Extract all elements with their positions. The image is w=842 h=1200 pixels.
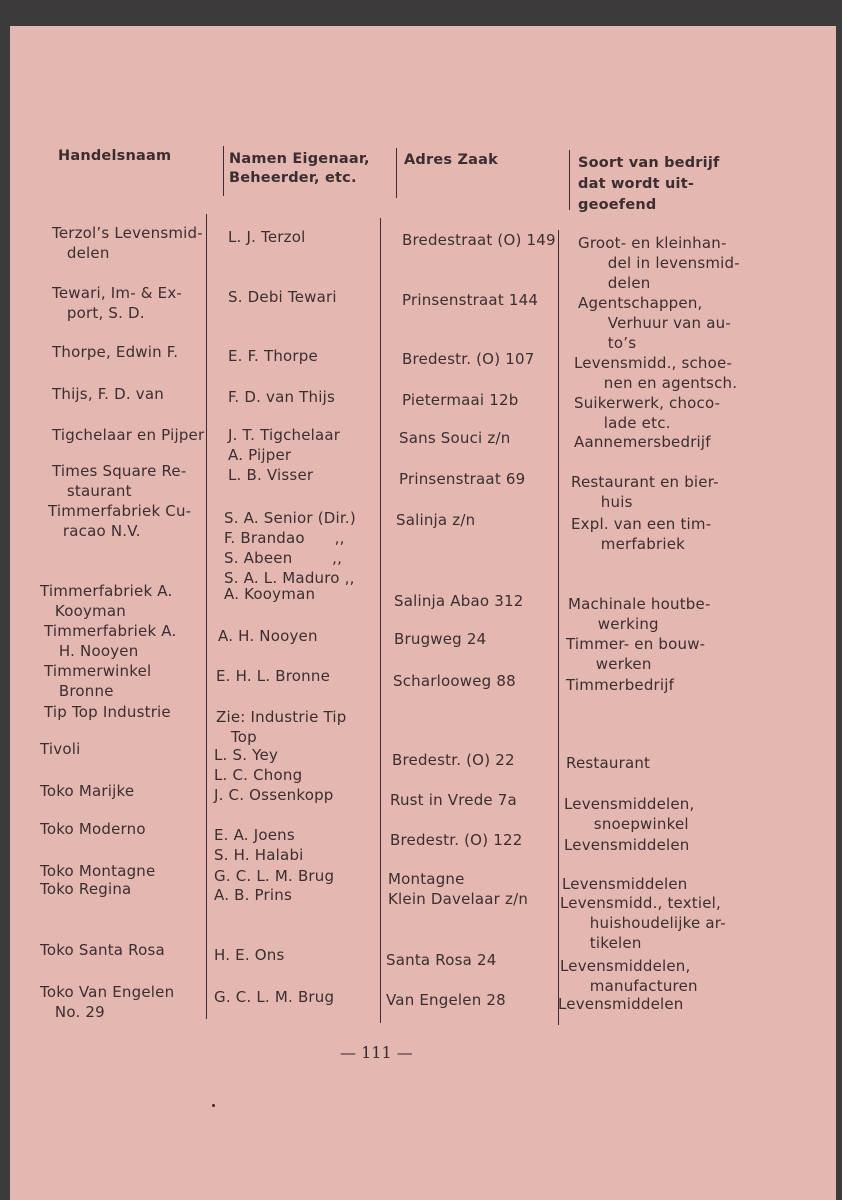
row-11-name: Tip Top Industrie — [44, 703, 171, 721]
row-8-owner: A. Kooyman — [224, 585, 316, 603]
row-6-name: Times Square Re- staurant — [52, 462, 187, 500]
row-7-type: Expl. van een tim- merfabriek — [571, 515, 712, 553]
row-13-name: Toko Marijke — [40, 782, 135, 800]
row-3-address: Bredestr. (O) 107 — [402, 350, 535, 368]
row-14-owner: E. A. Joens S. H. Halabi — [214, 826, 304, 864]
row-13-address: Rust in Vrede 7a — [390, 791, 517, 809]
row-9-name: Timmerfabriek A. H. Nooyen — [44, 622, 177, 660]
row-10-type: Timmerbedrijf — [566, 676, 675, 694]
row-5-type: Aannemersbedrijf — [574, 433, 711, 451]
row-9-address: Brugweg 24 — [394, 630, 487, 648]
row-12-name: Tivoli — [40, 740, 81, 758]
row-8-address: Salinja Abao 312 — [394, 592, 524, 610]
row-4-address: Pietermaai 12b — [402, 391, 519, 409]
row-3-type: Levensmidd., schoe- nen en agentsch. — [574, 354, 738, 392]
row-7-name: Timmerfabriek Cu- racao N.V. — [48, 502, 192, 540]
row-5-name: Tigchelaar en Pijper — [52, 426, 205, 444]
row-13-owner: J. C. Ossenkopp — [214, 786, 334, 804]
row-15-name: Toko Montagne — [40, 862, 156, 880]
row-1-type: Groot- en kleinhan- del in levensmid- delen — [578, 234, 740, 292]
row-9-type: Timmer- en bouw- werken — [566, 635, 706, 673]
column-rule-1 — [223, 146, 224, 196]
row-7-address: Salinja z/n — [396, 511, 476, 529]
row-15-address: Montagne — [388, 870, 465, 888]
row-3-name: Thorpe, Edwin F. — [52, 343, 179, 361]
row-16-address: Klein Davelaar z/n — [388, 890, 529, 908]
row-6-address: Prinsenstraat 69 — [399, 470, 526, 488]
row-10-name: Timmerwinkel Bronne — [44, 662, 152, 700]
row-8-name: Timmerfabriek A. Kooyman — [40, 582, 173, 620]
row-6-type: Restaurant en bier- huis — [571, 473, 719, 511]
row-17-type: Levensmiddelen, manufacturen — [560, 957, 698, 995]
row-13-type: Levensmiddelen, snoepwinkel — [564, 795, 695, 833]
row-2-owner: S. Debi Tewari — [228, 288, 337, 306]
row-15-type: Levensmiddelen — [562, 875, 688, 893]
row-2-type: Agentschappen, Verhuur van au- to’s — [578, 294, 731, 352]
row-14-name: Toko Moderno — [40, 820, 146, 838]
row-1-name: Terzol’s Levensmid- delen — [52, 224, 203, 262]
column-rule-3b — [558, 230, 559, 1025]
row-18-owner: G. C. L. M. Brug — [214, 988, 335, 1006]
row-10-owner: E. H. L. Bronne — [216, 667, 331, 685]
row-17-name: Toko Santa Rosa — [40, 941, 165, 959]
column-rule-2b — [380, 218, 381, 1023]
column-rule-3 — [569, 150, 570, 210]
row-5-address: Sans Souci z/n — [399, 429, 511, 447]
row-14-type: Levensmiddelen — [564, 836, 690, 854]
row-1-owner: L. J. Terzol — [228, 228, 306, 246]
row-18-type: Levensmiddelen — [558, 995, 684, 1013]
row-8-type: Machinale houtbe- werking — [568, 595, 711, 633]
row-12-address: Bredestr. (O) 22 — [392, 751, 515, 769]
speck — [212, 1104, 215, 1107]
row-1-address: Bredestraat (O) 149 — [402, 231, 556, 249]
column-rule-2 — [396, 148, 397, 198]
row-12-owner: L. S. Yey L. C. Chong — [214, 746, 303, 784]
column-rule-1b — [206, 214, 207, 1019]
row-4-type: Suikerwerk, choco- lade etc. — [574, 394, 721, 432]
row-5-owner: J. T. Tigchelaar A. Pijper — [228, 426, 341, 464]
row-18-name: Toko Van Engelen No. 29 — [40, 983, 175, 1021]
row-17-owner: H. E. Ons — [214, 946, 285, 964]
row-2-address: Prinsenstraat 144 — [402, 291, 539, 309]
row-16-type: Levensmidd., textiel, huishoudelijke ar- tikelen — [560, 894, 726, 952]
row-4-name: Thijs, F. D. van — [52, 385, 164, 403]
row-2-name: Tewari, Im- & Ex- port, S. D. — [52, 284, 183, 322]
header-owner: Namen Eigenaar, Beheerder, etc. — [229, 151, 370, 186]
page-number: — 111 — — [340, 1043, 413, 1062]
row-10-address: Scharlooweg 88 — [393, 672, 516, 690]
row-7-owner: S. A. Senior (Dir.) F. Brandao ,, S. Abeen ,, S. A. L. Maduro ,, — [224, 509, 356, 587]
row-14-address: Bredestr. (O) 122 — [390, 831, 523, 849]
header-address: Adres Zaak — [404, 152, 498, 168]
row-12-type: Restaurant — [566, 754, 651, 772]
row-3-owner: E. F. Thorpe — [228, 347, 318, 365]
row-4-owner: F. D. van Thijs — [228, 388, 336, 406]
header-type: Soort van bedrijf dat wordt uit- geoefend — [578, 155, 720, 213]
row-6-owner: L. B. Visser — [228, 466, 314, 484]
row-9-owner: A. H. Nooyen — [218, 627, 318, 645]
row-16-owner: A. B. Prins — [214, 886, 292, 904]
row-16-name: Toko Regina — [40, 880, 132, 898]
row-11-owner: Zie: Industrie Tip Top — [216, 708, 347, 746]
row-17-address: Santa Rosa 24 — [386, 951, 497, 969]
row-15-owner: G. C. L. M. Brug — [214, 867, 335, 885]
header-name: Handelsnaam — [58, 148, 172, 164]
row-18-address: Van Engelen 28 — [386, 991, 506, 1009]
